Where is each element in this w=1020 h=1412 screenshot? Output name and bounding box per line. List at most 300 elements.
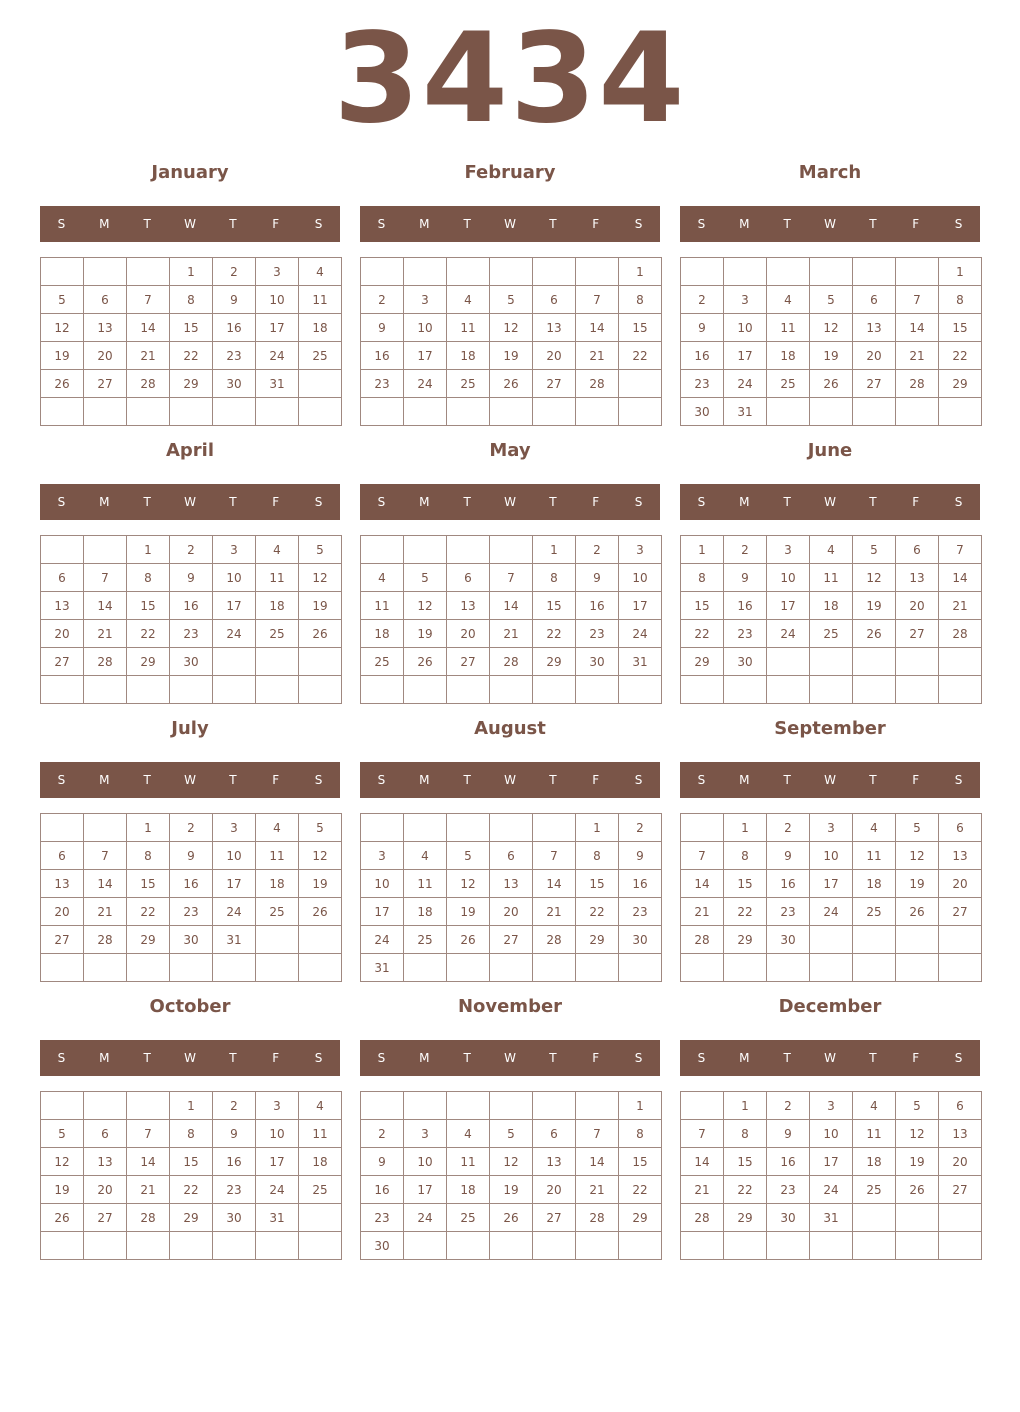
day-cell: 15	[619, 314, 662, 342]
day-cell	[361, 676, 404, 704]
day-grid	[40, 257, 342, 426]
weekday-label: T	[143, 495, 151, 509]
day-cell: 18	[404, 898, 447, 926]
weekday-label: S	[697, 217, 706, 231]
day-cell: 23	[619, 898, 662, 926]
day-cell	[490, 1232, 533, 1260]
day-grid	[360, 813, 662, 982]
day-cell: 5	[299, 814, 342, 842]
day-cell: 10	[361, 870, 404, 898]
day-cell: 3	[404, 1120, 447, 1148]
day-cell: 5	[810, 286, 853, 314]
week-row	[41, 1232, 342, 1260]
day-cell: 12	[853, 564, 896, 592]
day-cell: 17	[404, 1176, 447, 1204]
day-cell	[853, 258, 896, 286]
day-cell: 7	[896, 286, 939, 314]
day-cell: 8	[576, 842, 619, 870]
day-cell: 26	[41, 370, 84, 398]
weekday-label: T	[463, 217, 471, 231]
day-cell: 24	[404, 370, 447, 398]
day-cell: 29	[576, 926, 619, 954]
day-cell	[299, 676, 342, 704]
day-cell: 3	[361, 842, 404, 870]
day-cell: 26	[404, 648, 447, 676]
day-cell: 21	[681, 1176, 724, 1204]
weekday-label: S	[314, 773, 323, 787]
day-cell: 7	[576, 1120, 619, 1148]
weekday-label: M	[739, 1051, 750, 1065]
day-cell: 12	[299, 564, 342, 592]
day-cell: 31	[619, 648, 662, 676]
day-cell	[447, 536, 490, 564]
month-name: May	[489, 440, 531, 461]
day-cell	[170, 676, 213, 704]
week-row	[361, 648, 662, 676]
day-cell: 25	[447, 370, 490, 398]
day-cell: 29	[724, 926, 767, 954]
day-cell	[490, 954, 533, 982]
day-cell	[939, 926, 982, 954]
weekday-label: S	[954, 773, 963, 787]
day-cell: 6	[447, 564, 490, 592]
day-cell	[447, 954, 490, 982]
day-cell: 12	[299, 842, 342, 870]
weekday-label: F	[272, 217, 280, 231]
day-cell: 20	[447, 620, 490, 648]
week-row	[681, 314, 982, 342]
month-name: April	[165, 440, 215, 461]
day-cell: 20	[939, 1148, 982, 1176]
day-cell	[939, 676, 982, 704]
day-cell	[810, 1232, 853, 1260]
day-cell: 11	[256, 842, 299, 870]
day-cell: 12	[896, 842, 939, 870]
day-cell: 29	[619, 1204, 662, 1232]
day-cell: 24	[810, 1176, 853, 1204]
day-cell	[576, 398, 619, 426]
day-cell: 19	[41, 1176, 84, 1204]
day-cell	[170, 954, 213, 982]
day-cell: 24	[724, 370, 767, 398]
day-cell: 10	[767, 564, 810, 592]
day-cell: 23	[767, 898, 810, 926]
week-row	[361, 370, 662, 398]
day-cell: 21	[681, 898, 724, 926]
day-cell: 17	[213, 592, 256, 620]
day-cell: 30	[213, 370, 256, 398]
day-cell: 25	[299, 1176, 342, 1204]
day-cell: 18	[853, 870, 896, 898]
weekday-label: F	[912, 495, 920, 509]
day-cell: 19	[299, 870, 342, 898]
day-cell: 21	[84, 620, 127, 648]
day-cell: 23	[576, 620, 619, 648]
day-cell: 21	[576, 342, 619, 370]
day-cell: 16	[170, 870, 213, 898]
day-cell: 15	[619, 1148, 662, 1176]
day-cell	[853, 676, 896, 704]
day-cell: 26	[490, 1204, 533, 1232]
weekday-label: T	[549, 773, 557, 787]
day-cell	[256, 926, 299, 954]
day-cell: 1	[619, 1092, 662, 1120]
day-cell: 9	[361, 314, 404, 342]
day-cell: 13	[896, 564, 939, 592]
day-cell: 5	[41, 286, 84, 314]
day-cell: 2	[361, 286, 404, 314]
day-grid	[40, 535, 342, 704]
day-cell	[576, 1092, 619, 1120]
day-cell	[810, 398, 853, 426]
week-row	[681, 286, 982, 314]
day-cell	[896, 1204, 939, 1232]
day-cell: 24	[404, 1204, 447, 1232]
day-cell: 28	[490, 648, 533, 676]
day-cell: 27	[84, 370, 127, 398]
day-cell: 4	[447, 286, 490, 314]
day-cell: 20	[84, 342, 127, 370]
day-cell: 16	[213, 1148, 256, 1176]
day-cell: 15	[170, 314, 213, 342]
day-cell: 3	[810, 814, 853, 842]
day-cell	[724, 954, 767, 982]
day-cell: 18	[299, 314, 342, 342]
day-cell: 2	[619, 814, 662, 842]
day-cell: 20	[41, 898, 84, 926]
day-cell: 7	[533, 842, 576, 870]
weekday-label: W	[184, 217, 196, 231]
weekday-label: T	[549, 1051, 557, 1065]
week-row	[681, 648, 982, 676]
day-cell	[361, 536, 404, 564]
weekday-label: W	[184, 495, 196, 509]
week-row	[361, 564, 662, 592]
day-cell	[576, 258, 619, 286]
day-cell: 20	[84, 1176, 127, 1204]
day-cell: 3	[256, 258, 299, 286]
day-cell: 1	[127, 536, 170, 564]
day-cell: 6	[41, 564, 84, 592]
day-cell: 10	[810, 842, 853, 870]
week-row	[361, 814, 662, 842]
day-cell	[767, 258, 810, 286]
day-cell	[256, 648, 299, 676]
day-cell: 13	[447, 592, 490, 620]
day-cell	[447, 258, 490, 286]
day-cell	[84, 1092, 127, 1120]
day-cell: 5	[490, 1120, 533, 1148]
day-cell	[939, 398, 982, 426]
day-cell: 19	[299, 592, 342, 620]
week-row	[361, 1232, 662, 1260]
weekday-label: F	[592, 217, 600, 231]
day-cell	[447, 676, 490, 704]
month-name: June	[807, 440, 853, 461]
week-row	[41, 1148, 342, 1176]
weekday-label: W	[504, 773, 516, 787]
weekday-label: W	[504, 217, 516, 231]
week-row	[361, 1092, 662, 1120]
day-cell	[361, 398, 404, 426]
day-cell: 2	[170, 536, 213, 564]
day-cell: 11	[767, 314, 810, 342]
month-name: September	[774, 718, 886, 739]
day-cell: 25	[447, 1204, 490, 1232]
day-cell: 3	[213, 536, 256, 564]
week-row	[361, 926, 662, 954]
week-row	[681, 676, 982, 704]
day-cell: 2	[170, 814, 213, 842]
day-cell	[361, 258, 404, 286]
day-cell	[256, 1232, 299, 1260]
day-cell	[299, 1232, 342, 1260]
day-cell: 2	[213, 1092, 256, 1120]
weekday-label: S	[634, 495, 643, 509]
week-row	[681, 1148, 982, 1176]
day-cell: 10	[256, 286, 299, 314]
day-cell: 10	[256, 1120, 299, 1148]
day-cell	[404, 814, 447, 842]
day-cell: 13	[490, 870, 533, 898]
day-cell: 7	[681, 1120, 724, 1148]
day-cell: 27	[41, 648, 84, 676]
weekday-label: S	[57, 1051, 66, 1065]
day-cell	[681, 1232, 724, 1260]
day-grid	[360, 535, 662, 704]
day-cell	[576, 676, 619, 704]
day-cell	[41, 814, 84, 842]
week-row	[41, 1204, 342, 1232]
week-row	[681, 1204, 982, 1232]
day-cell: 25	[853, 898, 896, 926]
day-cell	[533, 1092, 576, 1120]
week-row	[41, 1176, 342, 1204]
weekday-label: F	[272, 495, 280, 509]
day-cell: 14	[939, 564, 982, 592]
day-cell: 11	[447, 314, 490, 342]
day-cell	[404, 398, 447, 426]
day-cell: 18	[447, 342, 490, 370]
day-cell: 17	[213, 870, 256, 898]
day-cell: 7	[939, 536, 982, 564]
day-cell: 17	[256, 314, 299, 342]
day-cell: 11	[853, 842, 896, 870]
day-cell	[256, 954, 299, 982]
day-cell: 6	[84, 1120, 127, 1148]
day-cell	[84, 398, 127, 426]
day-cell: 20	[41, 620, 84, 648]
day-cell	[299, 954, 342, 982]
day-cell: 6	[84, 286, 127, 314]
day-cell: 8	[127, 564, 170, 592]
week-row	[361, 314, 662, 342]
day-cell: 18	[853, 1148, 896, 1176]
weekday-header	[680, 484, 980, 520]
day-cell: 8	[533, 564, 576, 592]
weekday-label: F	[272, 1051, 280, 1065]
week-row	[361, 1204, 662, 1232]
day-cell	[256, 676, 299, 704]
day-cell: 21	[896, 342, 939, 370]
day-cell	[853, 954, 896, 982]
day-cell	[533, 1232, 576, 1260]
day-grid	[680, 257, 982, 426]
day-cell: 2	[361, 1120, 404, 1148]
day-cell	[896, 1232, 939, 1260]
weekday-label: S	[377, 1051, 386, 1065]
day-cell: 5	[490, 286, 533, 314]
weekday-label: M	[419, 495, 430, 509]
day-cell	[939, 1204, 982, 1232]
weekday-label: S	[954, 495, 963, 509]
day-cell: 23	[170, 898, 213, 926]
day-cell: 26	[447, 926, 490, 954]
weekday-label: S	[634, 217, 643, 231]
day-cell: 23	[767, 1176, 810, 1204]
week-row	[41, 898, 342, 926]
weekday-label: M	[739, 217, 750, 231]
weekday-label: T	[229, 1051, 237, 1065]
day-cell: 26	[41, 1204, 84, 1232]
day-cell	[447, 1092, 490, 1120]
day-cell	[41, 676, 84, 704]
weekday-label: F	[912, 1051, 920, 1065]
week-row	[41, 676, 342, 704]
day-cell	[361, 1092, 404, 1120]
weekday-label: W	[504, 1051, 516, 1065]
weekday-label: F	[592, 495, 600, 509]
day-cell: 9	[767, 1120, 810, 1148]
day-cell	[767, 648, 810, 676]
day-cell	[299, 926, 342, 954]
day-cell: 27	[41, 926, 84, 954]
weekday-label: S	[57, 773, 66, 787]
week-row	[361, 954, 662, 982]
day-cell: 11	[853, 1120, 896, 1148]
day-cell: 6	[41, 842, 84, 870]
day-cell	[810, 954, 853, 982]
day-cell: 14	[490, 592, 533, 620]
week-row	[41, 314, 342, 342]
day-cell: 17	[256, 1148, 299, 1176]
day-cell: 16	[213, 314, 256, 342]
day-cell: 28	[681, 926, 724, 954]
day-cell: 22	[939, 342, 982, 370]
day-cell	[533, 676, 576, 704]
day-cell: 30	[170, 648, 213, 676]
day-cell	[724, 676, 767, 704]
day-cell: 14	[576, 314, 619, 342]
day-cell: 22	[576, 898, 619, 926]
day-cell: 5	[404, 564, 447, 592]
day-cell: 28	[576, 370, 619, 398]
day-cell: 14	[84, 870, 127, 898]
day-cell: 28	[681, 1204, 724, 1232]
week-row	[681, 398, 982, 426]
week-row	[41, 564, 342, 592]
day-cell: 8	[170, 1120, 213, 1148]
weekday-label: T	[463, 1051, 471, 1065]
day-cell: 14	[533, 870, 576, 898]
day-cell	[724, 1232, 767, 1260]
day-cell: 28	[127, 1204, 170, 1232]
weekday-header	[360, 762, 660, 798]
day-cell: 9	[170, 564, 213, 592]
week-row	[41, 536, 342, 564]
week-row	[361, 342, 662, 370]
month-name: December	[778, 996, 882, 1017]
weekday-label: S	[57, 217, 66, 231]
month-name: January	[151, 162, 229, 183]
day-cell: 16	[170, 592, 213, 620]
day-cell: 16	[619, 870, 662, 898]
week-row	[361, 842, 662, 870]
day-cell: 14	[681, 1148, 724, 1176]
day-cell: 22	[533, 620, 576, 648]
day-cell	[896, 398, 939, 426]
day-cell: 28	[939, 620, 982, 648]
day-cell: 17	[619, 592, 662, 620]
week-row	[681, 1232, 982, 1260]
weekday-label: T	[143, 1051, 151, 1065]
day-cell: 19	[41, 342, 84, 370]
week-row	[41, 870, 342, 898]
day-cell: 30	[767, 926, 810, 954]
day-cell: 18	[256, 870, 299, 898]
day-cell: 19	[490, 342, 533, 370]
day-cell: 27	[939, 1176, 982, 1204]
day-cell: 16	[361, 1176, 404, 1204]
day-cell	[404, 676, 447, 704]
day-cell: 22	[724, 1176, 767, 1204]
week-row	[361, 398, 662, 426]
day-cell: 6	[490, 842, 533, 870]
day-cell: 17	[810, 1148, 853, 1176]
day-cell: 20	[533, 342, 576, 370]
week-row	[361, 258, 662, 286]
weekday-label: M	[739, 773, 750, 787]
day-cell: 27	[447, 648, 490, 676]
day-cell	[576, 1232, 619, 1260]
week-row	[361, 676, 662, 704]
week-row	[41, 926, 342, 954]
day-cell: 25	[404, 926, 447, 954]
month-name: November	[457, 996, 563, 1017]
day-cell: 30	[724, 648, 767, 676]
weekday-label: W	[184, 1051, 196, 1065]
day-cell: 27	[533, 1204, 576, 1232]
day-cell: 25	[853, 1176, 896, 1204]
weekday-label: M	[99, 1051, 110, 1065]
day-cell	[896, 648, 939, 676]
day-cell: 24	[256, 1176, 299, 1204]
day-cell: 7	[84, 842, 127, 870]
day-cell: 30	[576, 648, 619, 676]
day-cell: 26	[299, 898, 342, 926]
week-row	[41, 648, 342, 676]
day-cell: 19	[490, 1176, 533, 1204]
week-row	[681, 926, 982, 954]
weekday-label: W	[824, 495, 836, 509]
day-cell: 14	[127, 1148, 170, 1176]
weekday-label: S	[377, 495, 386, 509]
day-cell: 17	[404, 342, 447, 370]
day-cell	[41, 1232, 84, 1260]
day-cell: 14	[127, 314, 170, 342]
weekday-label: M	[419, 217, 430, 231]
week-row	[41, 954, 342, 982]
